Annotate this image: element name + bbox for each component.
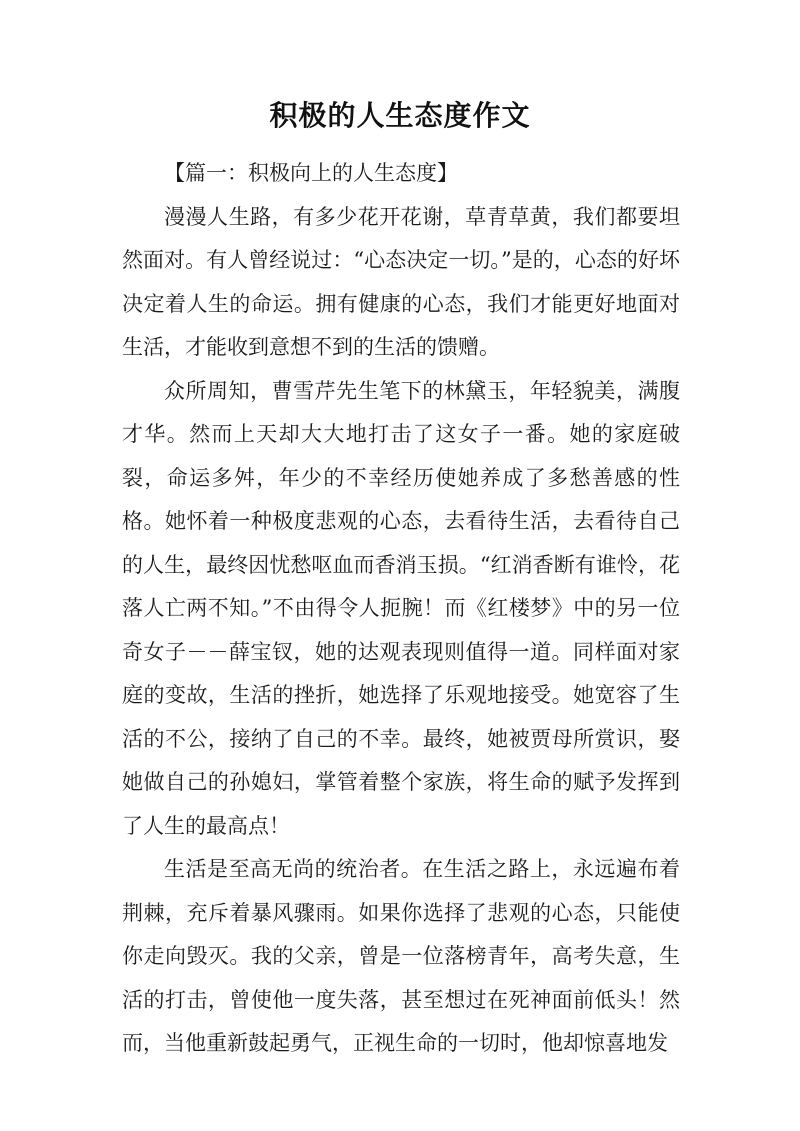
document-title: 积极的人生态度作文: [269, 99, 531, 132]
paragraph-2: 众所周知，曹雪芹先生笔下的林黛玉，年轻貌美，满腹才华。然而上天却大大地打击了这女子一番。她的家庭破裂，命运多舛，年少的不幸经历使她养成了多愁善感的性格。她怀着一种极度悲观的心态，去看待生活，去看待自己的人生，最终因忧愁呕血而香消玉损。“红消香断有谁怜，花落人亡两不知。”不由得令人扼腕！而《红楼梦》中的另一位奇女子－－薛宝钗，她的达观表现则值得一道。同样面对家庭的变故，生活的挫折，她选择了乐观地接受。她宽容了生活的不公，接纳了自己的不幸。最终，她被贾母所赏识，娶她做自己的孙媳妇，掌管着整个家族，将生命的赋予发挥到了人生的最高点！: [122, 378, 680, 838]
paragraph-3: 生活是至高无尚的统治者。在生活之路上，永远遍布着荆棘，充斥着暴风骤雨。如果你选择了悲观的心态，只能使你走向毁灭。我的父亲，曾是一位落榜青年，高考失意，生活的打击，曾使他一度失落，甚至想过在死神面前低头！然而，当他重新鼓起勇气，正视生命的一切时，他却惊喜地发: [122, 857, 680, 1055]
section-heading: 【篇一：积极向上的人生态度】: [164, 161, 458, 185]
document-body: [122, 152, 680, 1066]
paragraph-1: 漫漫人生路，有多少花开花谢，草青草黄，我们都要坦然面对。有人曾经说过：“心态决定一切。”是的，心态的好坏决定着人生的命运。拥有健康的心态，我们才能更好地面对生活，才能收到意想不到的生活的馈赠。: [122, 204, 680, 359]
